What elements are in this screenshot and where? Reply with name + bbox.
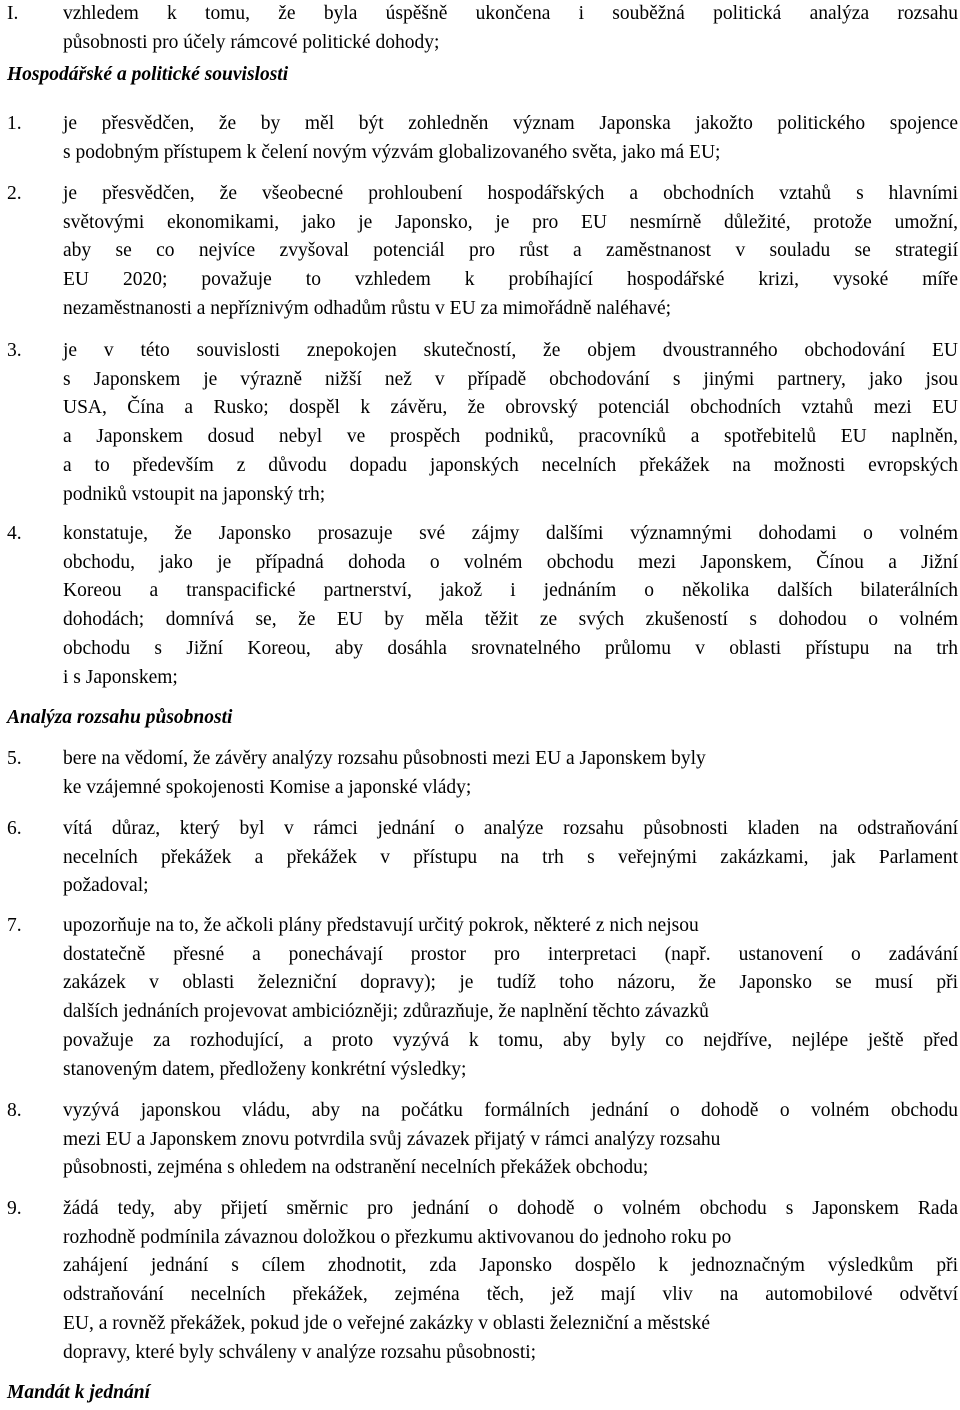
paragraph-text — [63, 815, 958, 901]
text-line: rozhodně podmínila závaznou doložkou o přezkumu aktivovanou do jednoho roku po — [63, 1226, 732, 1248]
text-line: působnosti, zejména s ohledem na odstranění necelních překážek obchodu; — [63, 1157, 649, 1179]
paragraph-number: 2. — [7, 183, 22, 204]
text-line: mezi EU a Japonskem znovu potvrdila svůj závazek přijatý v rámci analýzy rozsahu — [63, 1128, 721, 1150]
text-line: světovými ekonomikami, jako je Japonsko, je pro EU nesmírně důležité, protože umožní, — [63, 211, 958, 233]
paragraph-8 — [0, 1097, 960, 1183]
paragraph-number: 9. — [7, 1198, 22, 1219]
paragraph-5 — [0, 745, 960, 802]
paragraph-number: 8. — [7, 1100, 22, 1121]
text-line: obchodu, jako je případná dohoda o volném obchodu mezi Japonskem, Čínou a Jižní — [63, 551, 958, 573]
paragraph-3 — [0, 337, 960, 509]
text-line: s podobným přístupem k čelení novým výzvám globalizovaného světa, jako má EU; — [63, 141, 721, 163]
text-line: zakázek v oblasti železniční dopravy); je tudíž toho názoru, že Japonsko se musí při — [63, 972, 958, 994]
text-line: nezaměstnanosti a nepříznivým odhadům růstu v EU za mimořádně naléhavé; — [63, 297, 672, 319]
text-line: obchodu s Jižní Koreou, aby dosáhla srovnatelného průlomu v oblasti přístupu na trh — [63, 637, 958, 659]
paragraph-1 — [0, 110, 960, 167]
text-line: a Japonskem dosud nebyl ve prospěch podniků, pracovníků a spotřebitelů EU naplněn, — [63, 426, 958, 448]
text-line: je přesvědčen, že všeobecné prohloubení hospodářských a obchodních vztahů s hlavními — [63, 183, 958, 204]
paragraph-4 — [0, 520, 960, 692]
paragraph-number: 3. — [7, 340, 22, 361]
paragraph-text — [63, 1097, 958, 1183]
text-line: dostatečně přesné a ponechávají prostor pro interpretaci (např. ustanovení o zadávání — [63, 943, 958, 965]
paragraph-number: I. — [7, 3, 19, 24]
text-line: je v této souvislosti znepokojen skutečností, že objem dvoustranného obchodování EU — [63, 340, 958, 361]
paragraph-text — [63, 745, 958, 802]
paragraph-7 — [0, 912, 960, 1084]
text-line: požadoval; — [63, 875, 149, 897]
text-line: a to především z důvodu dopadu japonských necelních překážek na možnosti evropských — [63, 454, 958, 476]
paragraph-number: 1. — [7, 113, 22, 134]
paragraph-9 — [0, 1195, 960, 1367]
text-line: i s Japonskem; — [63, 666, 178, 688]
section-heading-scoping: Analýza rozsahu působnosti — [7, 707, 233, 728]
paragraph-number: 6. — [7, 818, 22, 839]
text-line: s Japonskem je výrazně nižší než v případě obchodování s jinými partnery, jako jsou — [63, 368, 958, 390]
text-line: zahájení jednání s cílem zhodnotit, zda Japonsko dospělo k jednoznačným výsledkům při — [63, 1255, 958, 1277]
text-line: působnosti pro účely rámcové politické dohody; — [63, 31, 440, 53]
text-line: bere na vědomí, že závěry analýzy rozsahu působnosti mezi EU a Japonskem byly — [63, 748, 706, 769]
section-heading-economic: Hospodářské a politické souvislosti — [7, 64, 289, 85]
text-line: EU 2020; považuje to vzhledem k probíhající hospodářské krizi, vysoké míře — [63, 269, 958, 291]
text-line: považuje za rozhodující, a proto vyzývá k tomu, aby byly co nejdříve, nejlépe ještě před — [63, 1029, 958, 1051]
text-line: vítá důraz, který byl v rámci jednání o analýze rozsahu působnosti kladen na odstraňování — [63, 818, 958, 839]
paragraph-recital-I — [0, 0, 960, 57]
text-line: ke vzájemné spokojenosti Komise a japonské vlády; — [63, 776, 472, 798]
paragraph-text — [63, 180, 958, 324]
text-line: je přesvědčen, že by měl být zohledněn význam Japonska jakožto politického spojence — [63, 113, 958, 134]
text-line: aby se co nejvíce zvyšoval potenciál pro růst a zaměstnanost v souladu se strategií — [63, 240, 958, 262]
paragraph-text — [63, 337, 958, 509]
section-heading-mandate: Mandát k jednání — [7, 1382, 151, 1403]
text-line: vzhledem k tomu, že byla úspěšně ukončena i souběžná politická analýza rozsahu — [63, 3, 958, 24]
text-line: EU, a rovněž překážek, pokud jde o veřejné zakázky v oblasti železniční a městské — [63, 1312, 711, 1334]
paragraph-text — [63, 1195, 958, 1367]
paragraph-text — [63, 110, 958, 167]
paragraph-number: 4. — [7, 523, 22, 544]
paragraph-2 — [0, 180, 960, 324]
text-line: necelních překážek a překážek v přístupu na trh s veřejnými zakázkami, jak Parlament — [63, 846, 958, 868]
text-line: podniků vstoupit na japonský trh; — [63, 483, 326, 505]
text-line: stanoveným datem, předloženy konkrétní výsledky; — [63, 1058, 467, 1080]
text-line: konstatuje, že Japonsko prosazuje své zájmy dalšími významnými dohodami o volném — [63, 523, 958, 544]
paragraph-number: 5. — [7, 748, 22, 769]
text-line: Koreou a transpacifické partnerství, jakož i jednáním o několika dalších bilaterálních — [63, 580, 958, 602]
paragraph-text — [63, 912, 958, 1084]
paragraph-text — [63, 520, 958, 692]
text-line: dalších jednáních projevovat ambiciózněji; zdůrazňuje, že naplnění těchto závazků — [63, 1001, 709, 1023]
text-line: dopravy, které byly schváleny v analýze rozsahu působnosti; — [63, 1341, 537, 1363]
text-line: dohodách; domnívá se, že EU by měla těžit ze svých zkušeností s dohodou o volném — [63, 609, 958, 631]
paragraph-number: 7. — [7, 915, 22, 936]
paragraph-6 — [0, 815, 960, 901]
text-line: žádá tedy, aby přijetí směrnic pro jednání o dohodě o volném obchodu s Japonskem Rada — [63, 1198, 958, 1219]
text-line: vyzývá japonskou vládu, aby na počátku formálních jednání o dohodě o volném obchodu — [63, 1100, 958, 1121]
text-line: odstraňování necelních překážek, zejména těch, jež mají vliv na automobilové odvětví — [63, 1284, 958, 1306]
text-line: USA, Čína a Rusko; dospěl k závěru, že obrovský potenciál obchodních vztahů mezi EU — [63, 397, 958, 419]
text-line: upozorňuje na to, že ačkoli plány představují určitý pokrok, některé z nich nejsou — [63, 915, 699, 936]
paragraph-text — [63, 0, 958, 57]
